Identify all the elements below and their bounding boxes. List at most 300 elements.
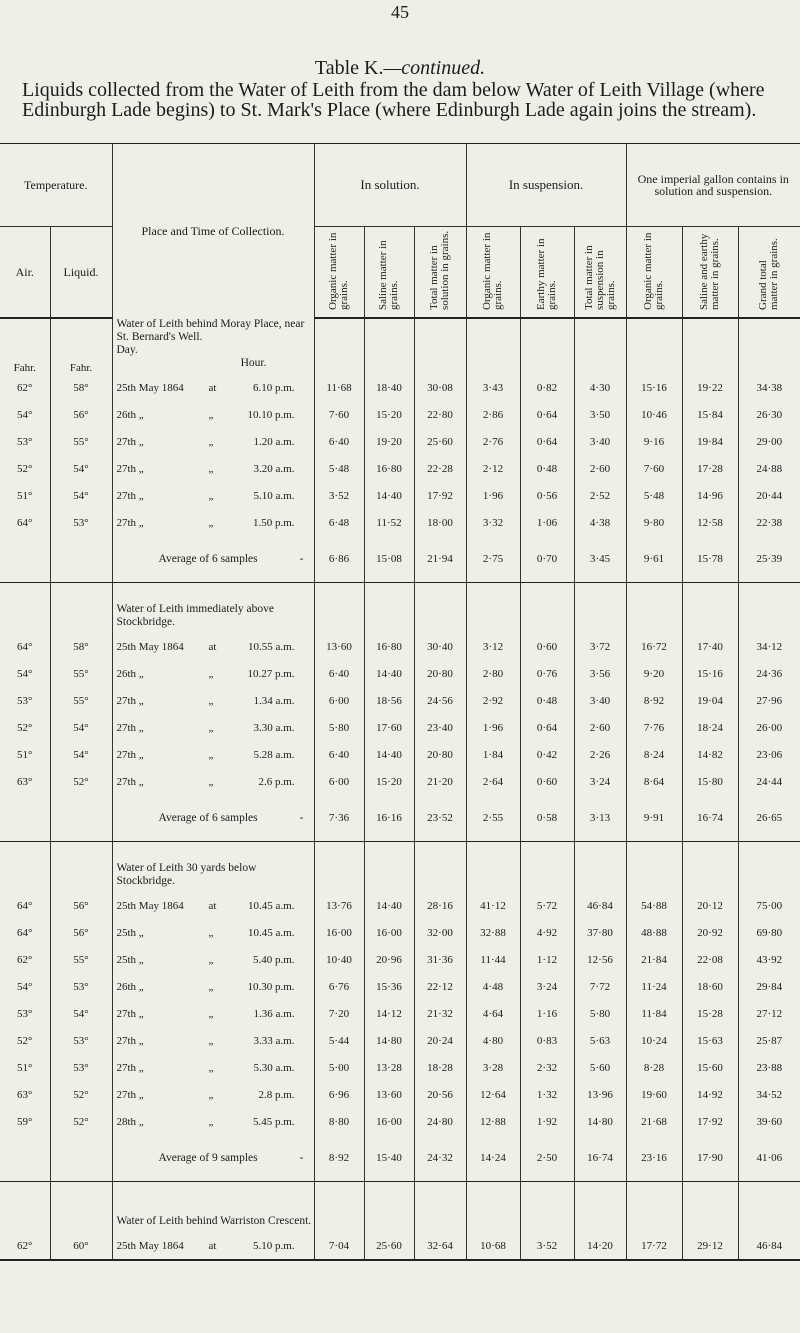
value-cell: 1·16 [520, 1000, 574, 1027]
collection-time [112, 455, 314, 482]
average-value: 26·65 [738, 795, 800, 842]
collection-hour: 5.10 p.m. [252, 1239, 295, 1252]
average-label-cell [112, 795, 314, 842]
at-word: „ [208, 408, 214, 421]
table-title: Table K.—continued. [314, 57, 486, 79]
value-cell: 15·20 [364, 401, 414, 428]
at-word: „ [208, 1034, 214, 1047]
value-cell: 6·40 [314, 741, 364, 768]
value-cell: 27·12 [738, 1000, 800, 1027]
value-cell: 8·28 [626, 1054, 682, 1081]
collection-day: 27th „ [116, 1088, 144, 1101]
value-cell: 17·40 [682, 633, 738, 660]
table-row [0, 1000, 800, 1027]
collection-time [112, 714, 314, 741]
empty-cell [738, 1182, 800, 1233]
empty-cell [414, 583, 466, 634]
collection-hour: 10.45 a.m. [248, 926, 295, 939]
value-cell: 3·40 [574, 687, 626, 714]
value-cell: 30·08 [414, 374, 466, 401]
value-cell: 17·60 [364, 714, 414, 741]
collection-time [112, 633, 314, 660]
air-temp: 53° [17, 435, 33, 448]
in-solution-header: In solution. [314, 144, 466, 227]
average-value: 15·78 [682, 536, 738, 583]
value-cell: 11·52 [364, 509, 414, 536]
value-cell: 14·80 [574, 1108, 626, 1135]
collection-time [112, 1000, 314, 1027]
section-title-text: Water of Leith immediately above Stockbridge. [116, 603, 274, 628]
empty-cell [466, 318, 520, 374]
value-cell: 27·96 [738, 687, 800, 714]
value-cell: 20·44 [738, 482, 800, 509]
col-header: Saline and earthy matter in grains. [682, 227, 738, 319]
average-value: 16·74 [574, 1135, 626, 1182]
collection-hour: 1.34 a.m. [253, 694, 295, 707]
value-cell: 0·48 [520, 455, 574, 482]
value-cell: 32·64 [414, 1232, 466, 1260]
at-word: „ [208, 462, 214, 475]
collection-hour: 3.20 a.m. [253, 462, 295, 475]
value-cell: 16·00 [314, 919, 364, 946]
value-cell: 3·52 [520, 1232, 574, 1260]
value-cell: 2·12 [466, 455, 520, 482]
at-word: at [208, 899, 217, 912]
empty-cell [50, 1135, 112, 1182]
collection-day: 27th „ [116, 1034, 144, 1047]
value-cell: 24·80 [414, 1108, 466, 1135]
air-temp: 62° [17, 953, 33, 966]
average-value: 0·58 [520, 795, 574, 842]
empty-cell [626, 583, 682, 634]
average-value: 2·55 [466, 795, 520, 842]
value-cell: 34·52 [738, 1081, 800, 1108]
value-cell: 3·24 [520, 973, 574, 1000]
empty-cell [364, 318, 414, 374]
empty-cell [414, 1182, 466, 1233]
at-word: „ [208, 1007, 214, 1020]
empty-cell [314, 318, 364, 374]
value-cell: 4·64 [466, 1000, 520, 1027]
collection-day: 27th „ [116, 1007, 144, 1020]
value-cell: 18·60 [682, 973, 738, 1000]
liquid-temp: 52° [50, 1081, 112, 1108]
value-cell: 2·64 [466, 768, 520, 795]
table-row [0, 1108, 800, 1135]
col-header: Organic matter in grains. [466, 227, 520, 319]
value-cell: 6·00 [314, 768, 364, 795]
value-cell: 14·80 [364, 1027, 414, 1054]
value-cell: 25·60 [414, 428, 466, 455]
value-cell: 20·24 [414, 1027, 466, 1054]
collection-hour: 10.45 a.m. [248, 899, 295, 912]
collection-hour: 3.33 a.m. [253, 1034, 295, 1047]
table-subtitle: Liquids collected from the Water of Leith from the dam below Water of Leith Village (where Edinburgh Lade begins) to St. Mark's Place (where Edinburgh Lade again joins the stream). [22, 79, 765, 121]
value-cell: 20·56 [414, 1081, 466, 1108]
value-cell: 9·80 [626, 509, 682, 536]
empty-cell [626, 842, 682, 893]
liquid-temp: 56° [50, 892, 112, 919]
value-cell: 31·36 [414, 946, 466, 973]
value-cell: 41·12 [466, 892, 520, 919]
value-cell: 12·88 [466, 1108, 520, 1135]
value-cell: 4·38 [574, 509, 626, 536]
empty-cell [466, 1182, 520, 1233]
collection-day: 25th May 1864 [116, 640, 184, 653]
liquid-temp: 54° [50, 741, 112, 768]
value-cell: 14·92 [682, 1081, 738, 1108]
empty-cell [682, 842, 738, 893]
value-cell: 6·96 [314, 1081, 364, 1108]
value-cell: 17·72 [626, 1232, 682, 1260]
value-cell: 1·96 [466, 714, 520, 741]
value-cell: 18·40 [364, 374, 414, 401]
empty-cell [574, 842, 626, 893]
value-cell: 46·84 [574, 892, 626, 919]
value-cell: 30·40 [414, 633, 466, 660]
value-cell: 20·92 [682, 919, 738, 946]
collection-hour: 1.20 a.m. [253, 435, 295, 448]
value-cell: 8·24 [626, 741, 682, 768]
value-cell: 34·12 [738, 633, 800, 660]
average-value: 23·16 [626, 1135, 682, 1182]
table-row [0, 401, 800, 428]
empty-cell [682, 318, 738, 374]
collection-time [112, 919, 314, 946]
value-cell: 4·30 [574, 374, 626, 401]
value-cell: 0·64 [520, 401, 574, 428]
value-cell: 24·36 [738, 660, 800, 687]
table-row [0, 1232, 800, 1260]
value-cell: 10·68 [466, 1232, 520, 1260]
value-cell: 19·04 [682, 687, 738, 714]
value-cell: 21·20 [414, 768, 466, 795]
table-row [0, 1027, 800, 1054]
air-temp: 54° [17, 667, 33, 680]
liquid-temp: 60° [50, 1232, 112, 1260]
value-cell: 0·83 [520, 1027, 574, 1054]
liquid-temp: 58° [50, 374, 112, 401]
value-cell: 0·64 [520, 428, 574, 455]
table-row [0, 1054, 800, 1081]
value-cell: 16·80 [364, 633, 414, 660]
collection-day: 25th „ [116, 926, 144, 939]
table-row [0, 633, 800, 660]
value-cell: 26·30 [738, 401, 800, 428]
value-cell: 14·96 [682, 482, 738, 509]
col-header: Saline matter in grains. [364, 227, 414, 319]
air-temp: 64° [17, 899, 33, 912]
value-cell: 43·92 [738, 946, 800, 973]
at-word: „ [208, 953, 214, 966]
empty-cell [0, 536, 50, 583]
col-header: Grand total matter in grains. [738, 227, 800, 319]
value-cell: 15·63 [682, 1027, 738, 1054]
liquid-temp: 53° [50, 509, 112, 536]
collection-day: 27th „ [116, 489, 144, 502]
value-cell: 29·12 [682, 1232, 738, 1260]
average-value: 17·90 [682, 1135, 738, 1182]
value-cell: 0·64 [520, 714, 574, 741]
collection-day: 27th „ [116, 462, 144, 475]
value-cell: 9·20 [626, 660, 682, 687]
in-suspension-header: In suspension. [466, 144, 626, 227]
value-cell: 18·00 [414, 509, 466, 536]
at-word: „ [208, 748, 214, 761]
empty-cell [574, 318, 626, 374]
collection-hour: 5.40 p.m. [252, 953, 295, 966]
collection-day: 25th May 1864 [116, 381, 184, 394]
value-cell: 14·40 [364, 741, 414, 768]
value-cell: 13·76 [314, 892, 364, 919]
value-cell: 7·60 [314, 401, 364, 428]
value-cell: 39·60 [738, 1108, 800, 1135]
liquid-temp: 53° [50, 1027, 112, 1054]
air-temp: 52° [17, 721, 33, 734]
value-cell: 1·92 [520, 1108, 574, 1135]
liquid-temp: 55° [50, 428, 112, 455]
average-row [0, 536, 800, 583]
table-row [0, 768, 800, 795]
average-row [0, 795, 800, 842]
at-word: at [208, 1239, 217, 1252]
collection-day: 25th May 1864 [116, 1239, 184, 1252]
collection-time [112, 768, 314, 795]
value-cell: 0·82 [520, 374, 574, 401]
at-word: „ [208, 1115, 214, 1128]
liquid-temp: 58° [50, 633, 112, 660]
value-cell: 18·28 [414, 1054, 466, 1081]
data-table [0, 143, 800, 1261]
section-title-row [0, 842, 800, 893]
value-cell: 8·80 [314, 1108, 364, 1135]
value-cell: 2·76 [466, 428, 520, 455]
air-temp: 63° [17, 1088, 33, 1101]
value-cell: 17·92 [682, 1108, 738, 1135]
table-row [0, 919, 800, 946]
liquid-temp: 54° [50, 1000, 112, 1027]
average-value: 16·16 [364, 795, 414, 842]
at-word: „ [208, 694, 214, 707]
liquid-temp: 54° [50, 714, 112, 741]
value-cell: 0·60 [520, 768, 574, 795]
value-cell: 29·84 [738, 973, 800, 1000]
section-title-text: Water of Leith behind Warriston Crescent. [116, 1215, 312, 1227]
value-cell: 3·50 [574, 401, 626, 428]
leader-dash: - [299, 1152, 304, 1164]
value-cell: 9·16 [626, 428, 682, 455]
collection-hour: 1.36 a.m. [253, 1007, 295, 1020]
air-unit: Fahr. [13, 362, 36, 374]
value-cell: 11·24 [626, 973, 682, 1000]
value-cell: 69·80 [738, 919, 800, 946]
value-cell: 4·48 [466, 973, 520, 1000]
collection-time [112, 687, 314, 714]
air-temp: 52° [17, 462, 33, 475]
value-cell: 24·88 [738, 455, 800, 482]
table-row [0, 687, 800, 714]
collection-time [112, 401, 314, 428]
value-cell: 54·88 [626, 892, 682, 919]
air-unit [0, 842, 50, 893]
value-cell: 13·96 [574, 1081, 626, 1108]
value-cell: 15·16 [682, 660, 738, 687]
section-title-row [0, 318, 800, 374]
average-value: 24·32 [414, 1135, 466, 1182]
liquid-unit [50, 1182, 112, 1233]
table-row [0, 892, 800, 919]
section-title [112, 842, 314, 893]
liquid-temp: 55° [50, 946, 112, 973]
air-unit [0, 1182, 50, 1233]
collection-hour: 5.30 a.m. [253, 1061, 295, 1074]
average-value: 15·08 [364, 536, 414, 583]
empty-cell [574, 583, 626, 634]
value-cell: 5·48 [314, 455, 364, 482]
empty-cell [738, 842, 800, 893]
collection-time [112, 973, 314, 1000]
hour-label: Hour. [240, 357, 267, 369]
at-word: „ [208, 721, 214, 734]
collection-day: 28th „ [116, 1115, 144, 1128]
liquid-header: Liquid. [50, 227, 112, 319]
average-value: 3·13 [574, 795, 626, 842]
table-row [0, 741, 800, 768]
value-cell: 0·48 [520, 687, 574, 714]
collection-time [112, 1081, 314, 1108]
collection-day: 26th „ [116, 667, 144, 680]
value-cell: 3·28 [466, 1054, 520, 1081]
value-cell: 11·84 [626, 1000, 682, 1027]
value-cell: 15·80 [682, 768, 738, 795]
empty-cell [364, 1182, 414, 1233]
collection-day: 27th „ [116, 748, 144, 761]
collection-time [112, 509, 314, 536]
collection-day: 27th „ [116, 516, 144, 529]
value-cell: 24·56 [414, 687, 466, 714]
col-header: Organic matter in grains. [626, 227, 682, 319]
value-cell: 19·22 [682, 374, 738, 401]
value-cell: 32·00 [414, 919, 466, 946]
at-word: „ [208, 775, 214, 788]
value-cell: 19·84 [682, 428, 738, 455]
leader-dash: - [299, 812, 304, 824]
average-label-cell [112, 1135, 314, 1182]
value-cell: 75·00 [738, 892, 800, 919]
value-cell: 34·38 [738, 374, 800, 401]
value-cell: 24·44 [738, 768, 800, 795]
value-cell: 17·92 [414, 482, 466, 509]
value-cell: 18·24 [682, 714, 738, 741]
value-cell: 5·48 [626, 482, 682, 509]
value-cell: 3·32 [466, 509, 520, 536]
value-cell: 22·08 [682, 946, 738, 973]
value-cell: 1·32 [520, 1081, 574, 1108]
value-cell: 3·72 [574, 633, 626, 660]
value-cell: 46·84 [738, 1232, 800, 1260]
value-cell: 7·20 [314, 1000, 364, 1027]
collection-hour: 10.55 a.m. [248, 640, 295, 653]
value-cell: 15·60 [682, 1054, 738, 1081]
at-word: „ [208, 926, 214, 939]
value-cell: 12·64 [466, 1081, 520, 1108]
collection-day: 26th „ [116, 980, 144, 993]
liquid-unit [50, 583, 112, 634]
value-cell: 19·60 [626, 1081, 682, 1108]
value-cell: 20·12 [682, 892, 738, 919]
col-header: Earthy matter in grains. [520, 227, 574, 319]
average-value: 9·61 [626, 536, 682, 583]
average-value: 6·86 [314, 536, 364, 583]
value-cell: 10·46 [626, 401, 682, 428]
value-cell: 7·76 [626, 714, 682, 741]
value-cell: 3·24 [574, 768, 626, 795]
value-cell: 5·80 [314, 714, 364, 741]
empty-cell [466, 842, 520, 893]
value-cell: 22·80 [414, 401, 466, 428]
value-cell: 7·72 [574, 973, 626, 1000]
value-cell: 1·96 [466, 482, 520, 509]
table-row [0, 714, 800, 741]
empty-cell [520, 583, 574, 634]
value-cell: 5·44 [314, 1027, 364, 1054]
value-cell: 21·84 [626, 946, 682, 973]
value-cell: 6·40 [314, 428, 364, 455]
value-cell: 23·40 [414, 714, 466, 741]
value-cell: 15·28 [682, 1000, 738, 1027]
day-hour-labels [117, 344, 314, 370]
collection-hour: 2.6 p.m. [258, 775, 295, 788]
average-value: 23·52 [414, 795, 466, 842]
collection-time [112, 482, 314, 509]
average-value: 9·91 [626, 795, 682, 842]
empty-cell [314, 583, 364, 634]
collection-day: 26th „ [116, 408, 144, 421]
collection-time [112, 741, 314, 768]
value-cell: 32·88 [466, 919, 520, 946]
value-cell: 14·40 [364, 482, 414, 509]
value-cell: 13·60 [364, 1081, 414, 1108]
average-label: Average of 9 samples [158, 1152, 258, 1164]
section-title [112, 583, 314, 634]
value-cell: 2·86 [466, 401, 520, 428]
table-row [0, 1081, 800, 1108]
value-cell: 2·26 [574, 741, 626, 768]
average-value: 25·39 [738, 536, 800, 583]
value-cell: 0·76 [520, 660, 574, 687]
gallon-header: One imperial gallon contains in solution and suspension. [626, 144, 800, 227]
value-cell: 17·28 [682, 455, 738, 482]
value-cell: 14·40 [364, 660, 414, 687]
value-cell: 48·88 [626, 919, 682, 946]
empty-cell [0, 1135, 50, 1182]
collection-day: 27th „ [116, 435, 144, 448]
empty-cell [414, 318, 466, 374]
air-temp: 59° [17, 1115, 33, 1128]
value-cell: 16·80 [364, 455, 414, 482]
value-cell: 5·80 [574, 1000, 626, 1027]
value-cell: 20·96 [364, 946, 414, 973]
value-cell: 25·87 [738, 1027, 800, 1054]
collection-time [112, 374, 314, 401]
average-value: 2·75 [466, 536, 520, 583]
liquid-unit [50, 842, 112, 893]
collection-day: 25th May 1864 [116, 899, 184, 912]
at-word: at [208, 640, 217, 653]
collection-hour: 5.10 a.m. [253, 489, 295, 502]
value-cell: 0·60 [520, 633, 574, 660]
value-cell: 1·06 [520, 509, 574, 536]
